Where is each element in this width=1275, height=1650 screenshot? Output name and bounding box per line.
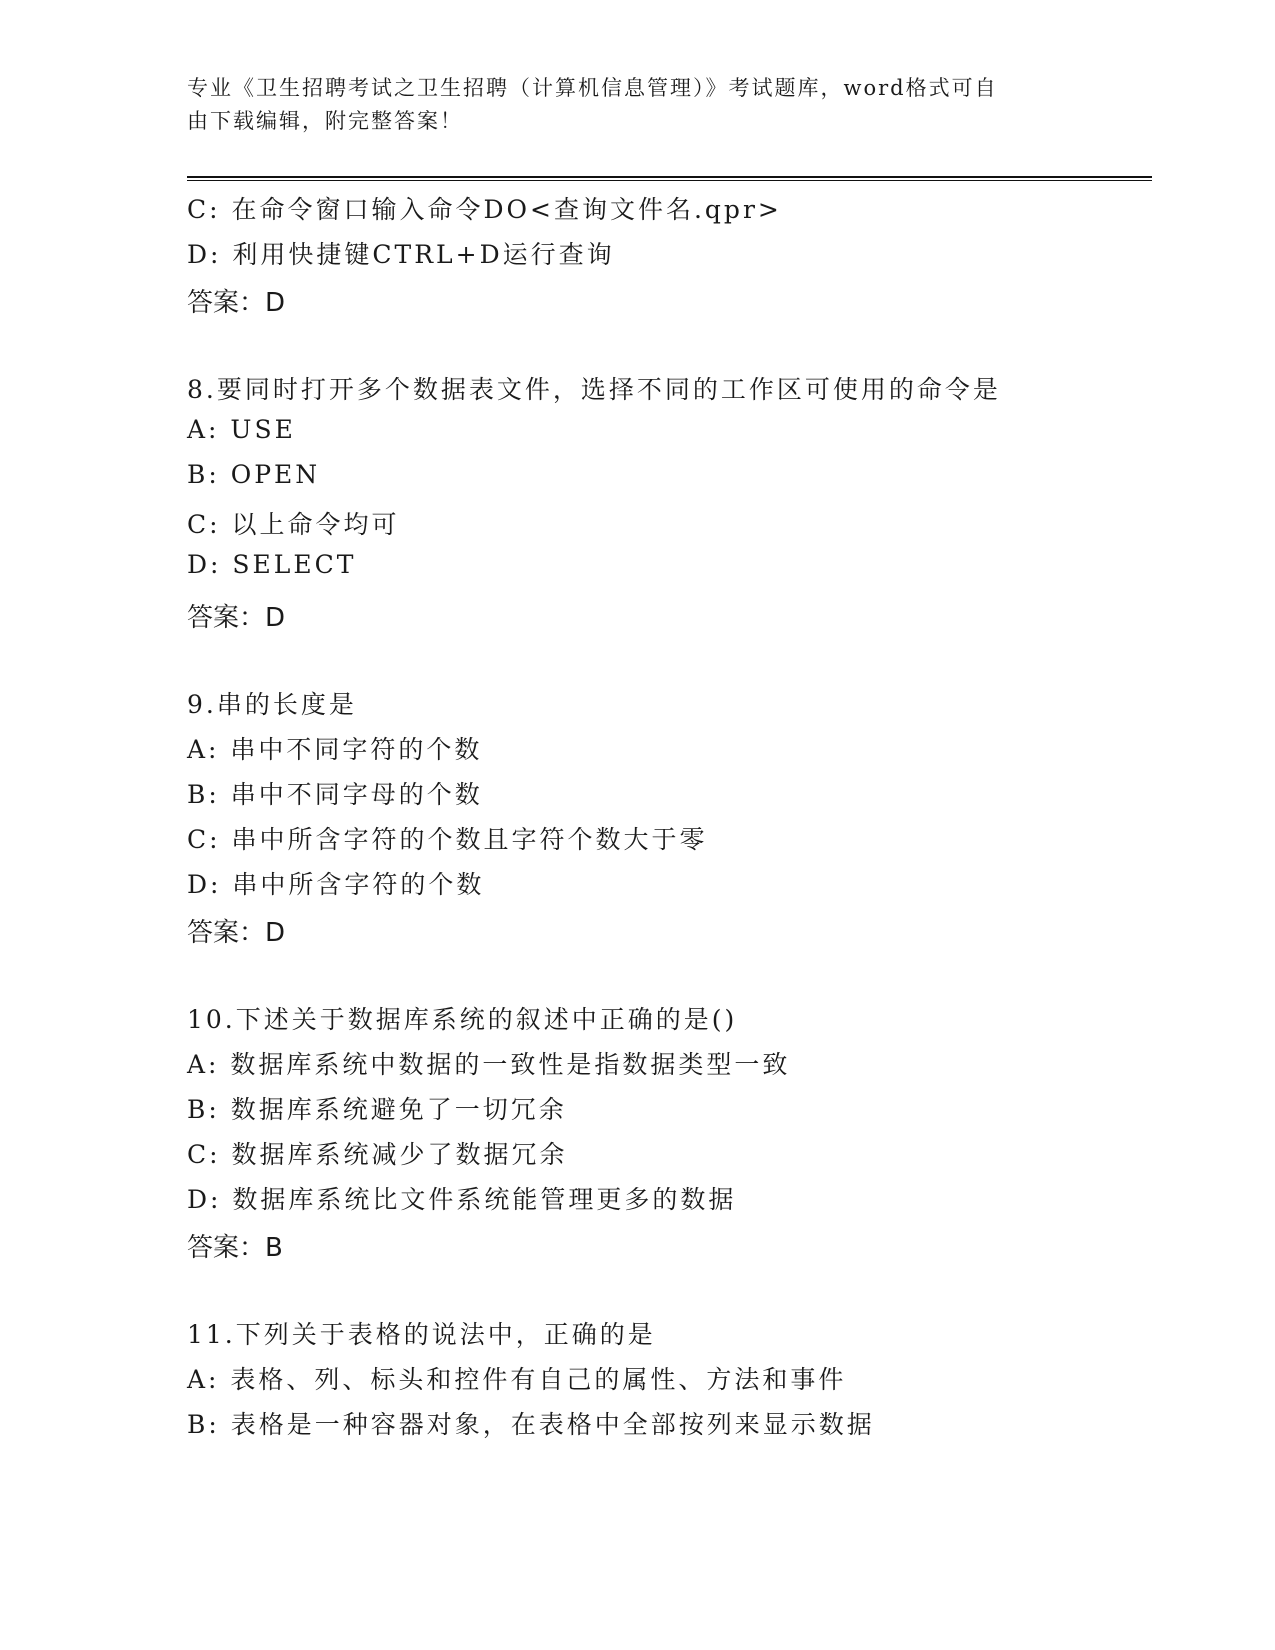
q9-option-d: D: 串中所含字符的个数 [187,870,485,899]
q10-option-d: D: 数据库系统比文件系统能管理更多的数据 [187,1185,737,1214]
q9-answer: 答案：D [187,918,286,948]
q10-option-c: C: 数据库系统减少了数据冗余 [187,1140,568,1169]
q10-option-a: A: 数据库系统中数据的一致性是指数据类型一致 [187,1050,791,1079]
q8-question: 8.要同时打开多个数据表文件，选择不同的工作区可使用的命令是 [187,375,1001,404]
header-line-2: 由下载编辑，附完整答案！ [187,109,463,133]
document-header [187,72,1067,138]
q10-answer: 答案：B [187,1233,283,1263]
q8-option-b: B: OPEN [187,460,321,489]
q8-answer: 答案：D [187,603,286,633]
q7-option-d: D: 利用快捷键CTRL+D运行查询 [187,240,615,269]
header-divider [187,176,1152,182]
header-line-1: 专业《卫生招聘考试之卫生招聘（计算机信息管理）》考试题库，word格式可自 [187,76,998,100]
q9-option-c: C: 串中所含字符的个数且字符个数大于零 [187,825,708,854]
q8-option-a: A: USE [187,415,296,444]
q7-answer: 答案：D [187,288,286,318]
q11-question: 11.下列关于表格的说法中，正确的是 [187,1320,656,1349]
q7-option-c: C: 在命令窗口输入命令DO<查询文件名.qpr> [187,195,782,224]
q9-option-b: B: 串中不同字母的个数 [187,780,483,809]
q9-question: 9.串的长度是 [187,690,357,719]
q9-option-a: A: 串中不同字符的个数 [187,735,483,764]
q8-option-c: C: 以上命令均可 [187,510,400,539]
q11-option-a: A: 表格、列、标头和控件有自己的属性、方法和事件 [187,1365,847,1394]
q8-option-d: D: SELECT [187,550,357,579]
q10-question: 10.下述关于数据库系统的叙述中正确的是() [187,1005,738,1034]
q10-option-b: B: 数据库系统避免了一切冗余 [187,1095,567,1124]
q11-option-b: B: 表格是一种容器对象，在表格中全部按列来显示数据 [187,1410,875,1439]
